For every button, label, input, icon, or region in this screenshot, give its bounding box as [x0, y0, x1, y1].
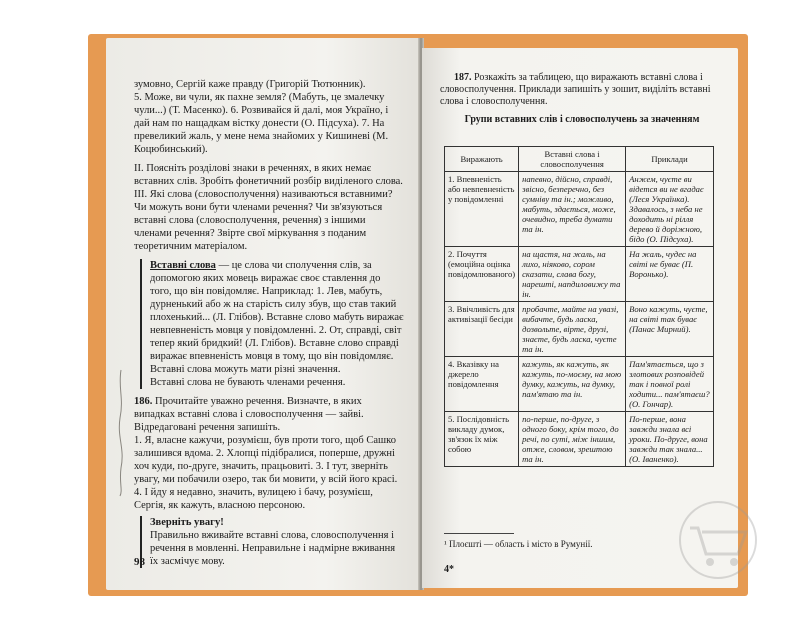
- table-cell: По-перше, вона завжди знала всі уроки. По-друге, вона завжди так знала... (О. Іваненко).: [626, 412, 714, 467]
- attention-text: Правильно вживайте вставні слова, словосполучення і речення в мовленні. Неправильне і надмірне вживання їх засмічує мову.: [150, 530, 396, 567]
- word-groups-table: [444, 146, 714, 467]
- table-cell: на щастя, на жаль, на лихо, ніяково, сором сказати, слава богу, нарешті, напдиловижу та ін.: [519, 247, 626, 302]
- column-header: Приклади: [626, 147, 714, 172]
- table-cell: Воно кажуть, чуєте, на світі так буває (Панас Мирний).: [626, 302, 714, 357]
- table-cell: по-перше, по-друге, з одного боку, крім того, до речі, по суті, між іншим, отже, словом, зрештою та ін.: [519, 412, 626, 467]
- task-3: ІІІ. Які слова (словосполучення) називаються вставними? Чи можуть вони бути членами речення? Чи зв'язуються вставні слова (словосполучення, речення) з іншими членами речення? Звірте свої міркування з поданим теоретичним матеріалом.: [134, 189, 393, 252]
- left-page-text: [134, 78, 404, 568]
- theory-line: Вставні слова можуть мати різні значення.: [150, 364, 341, 375]
- exercise-task: Розкажіть за таблицею, що виражають вставні слова і словосполучення. Приклади запишіть у зошит, виділіть вставні слова і словосполучення.: [440, 72, 711, 107]
- attention-head: Зверніть увагу!: [150, 517, 224, 528]
- table-row: [445, 172, 714, 247]
- table-cell: 3. Ввічливість для активізації бесіди: [445, 302, 519, 357]
- exercise-text: 1. Я, власне кажучи, розумієш, був проти того, щоб Сашко залишився вдома. 2. Хлопці підібралися, поперше, дружні хоч куди, по-друге, значить, працьовиті. 3. І тут, зверніть увагу, ми побачили озеро, так би мовити, у всій його красі. 4. І йду я недавно, значить, вулицею і бачу, розумієш, Сергія, як кажуть, власною персоною.: [134, 435, 398, 511]
- page-number: 98: [134, 556, 145, 568]
- pencil-scribble: [114, 368, 128, 498]
- exercise-number: 186.: [134, 396, 153, 407]
- table-cell: 2. Почуття (емоційна оцінка повідомлюваного): [445, 247, 519, 302]
- theory-head: Вставні слова: [150, 260, 216, 271]
- table-cell: 4. Вказівку на джерело повідомлення: [445, 357, 519, 412]
- table-row: [445, 357, 714, 412]
- table-cell: Анжем, чуєте ви відется ви не вгадає (Леся Українка). Здавалось, з неба не доходить ні рілля дерево й доріжною, бідо (О. Підсуха).: [626, 172, 714, 247]
- table-cell: На жаль, чудес на світі не буває (П. Воронько).: [626, 247, 714, 302]
- table-cell: 5. Послідовність викладу думок, зв'язок їх між собою: [445, 412, 519, 467]
- theory-text: — це слова чи сполучення слів, за допомогою яких мовець виражає своє ставлення до того, що він повідомляє. Наприклад: 1. Лев, мабуть, дурненький або ж на старість силу збув, що став такий плохенький... (Л. Глібов). Вставне слово мабуть виражає невпевненість мовця у повідомленні. 2. От, справді, світ тепер який бридкий! (Л. Глібов). Вставне слово справді виражає впевненість мовця в тому, що він повідомляє.: [150, 260, 404, 362]
- exercise-187: [440, 72, 724, 108]
- table-cell: 1. Впевненість або невпевненість у повідомленні: [445, 172, 519, 247]
- table-title: Групи вставних слів і словосполучень за значенням: [464, 114, 700, 125]
- theory-box: [140, 259, 404, 389]
- table-row: [445, 302, 714, 357]
- page-number: 4*: [444, 564, 454, 575]
- open-book: [88, 30, 748, 602]
- exercise-number: 187.: [454, 72, 472, 83]
- table-cell: пробачте, майте на увазі, вибачте, будь ласка, дозвольте, вірте, друзі, знаєте, будь ласка, чуєте та ін.: [519, 302, 626, 357]
- footnote: ¹ Плоєшті — область і місто в Румунії.: [444, 539, 593, 549]
- footnote-rule: [444, 533, 514, 534]
- shop-logo-watermark: [676, 498, 760, 582]
- theory-line: Вставні слова не бувають членами речення.: [150, 377, 346, 388]
- table-cell: напевно, дійсно, справді, звісно, безперечно, без сумніву та ін.; можливо, мабуть, здається, може, очевидно, треба думати та ін.: [519, 172, 626, 247]
- attention-box: [140, 516, 404, 568]
- table-row: [445, 247, 714, 302]
- table-header-row: [445, 147, 714, 172]
- exercise-task: Прочитайте уважно речення. Визначте, в яких випадках вставні слова і словосполучення — зайві. Відредаговані речення запишіть.: [134, 396, 364, 433]
- text-line: 5. Може, ви чули, як пахне земля? (Мабуть, це змалечку чули...) (Т. Масенко). 6. Розвивайся й далі, моя Україно, і дай нам по нащадкам вістку донести (О. Підсуха). 7. На превеликий жаль, у мене нема знайомих у Кишиневі (М. Коцюбинський).: [134, 92, 389, 155]
- table-cell: Пам'ятається, що з злотових розповідей так і повної ролі ходити... пам'ятаєш? (О. Гончар).: [626, 357, 714, 412]
- column-header: Вставні слова і словосполучення: [519, 147, 626, 172]
- task-2: ІІ. Поясніть розділові знаки в реченнях, в яких немає вставних слів. Зробіть фонетичний розбір виділеного слова.: [134, 163, 403, 187]
- table-cell: кажуть, як кажуть, як кажуть, по-моєму, на мою думку, кажуть, на думку, пам'ятаю та ін.: [519, 357, 626, 412]
- column-header: Виражають: [445, 147, 519, 172]
- text-line: зумовно, Сергій каже правду (Григорій Тютюнник).: [134, 79, 366, 90]
- table-row: [445, 412, 714, 467]
- left-page: [106, 38, 420, 590]
